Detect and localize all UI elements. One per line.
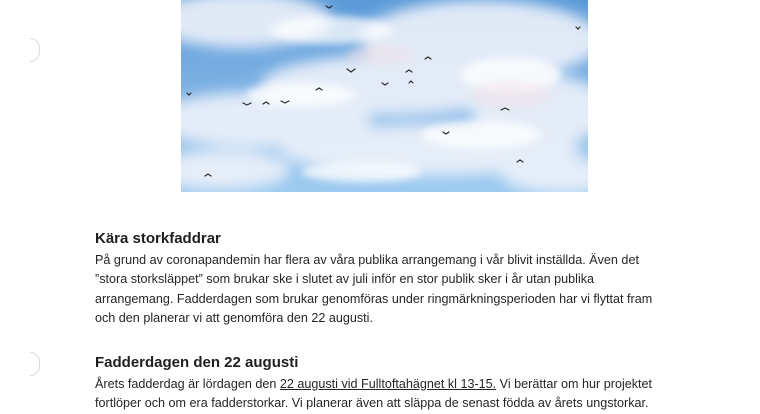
section-paragraph [95, 251, 695, 329]
punch-hole-mark [30, 38, 40, 62]
paragraph-text: Vi berättar om hur projektet [496, 377, 653, 391]
paragraph-line: På grund av coronapandemin har flera av våra publika arrangemang i vår blivit inställda. Även det [95, 253, 639, 267]
section-heading: Kära storkfaddrar [95, 230, 221, 247]
section-intro [95, 230, 695, 329]
paragraph-line: och den planerar vi att genomföra den 22 augusti. [95, 311, 373, 326]
section-sponsor-day [95, 354, 695, 414]
paragraph-line [95, 375, 695, 394]
sky-storks-photo [181, 0, 588, 192]
punch-hole-mark [30, 352, 40, 376]
paragraph-line: arrangemang. Fadderdagen som brukar genomföras under ringmärkningsperioden har vi flyttat fram [95, 291, 653, 306]
section-heading: Fadderdagen den 22 augusti [95, 354, 299, 371]
paragraph-line: fortlöper och om era fadderstorkar. Vi planerar även att släppa de senast födda av årets ungstorkar. [95, 396, 649, 411]
sky-storks-illustration [181, 0, 588, 192]
date-location-underlined: 22 augusti vid Fulltoftahägnet kl 13-15. [279, 377, 497, 391]
section-paragraph [95, 375, 695, 414]
paragraph-text: Årets fadderdag är lördagen den [95, 377, 280, 391]
paragraph-line: ”stora storksläppet” som brukar ske i slutet av juli inför en stor publik sker i år utan publika [95, 272, 595, 287]
